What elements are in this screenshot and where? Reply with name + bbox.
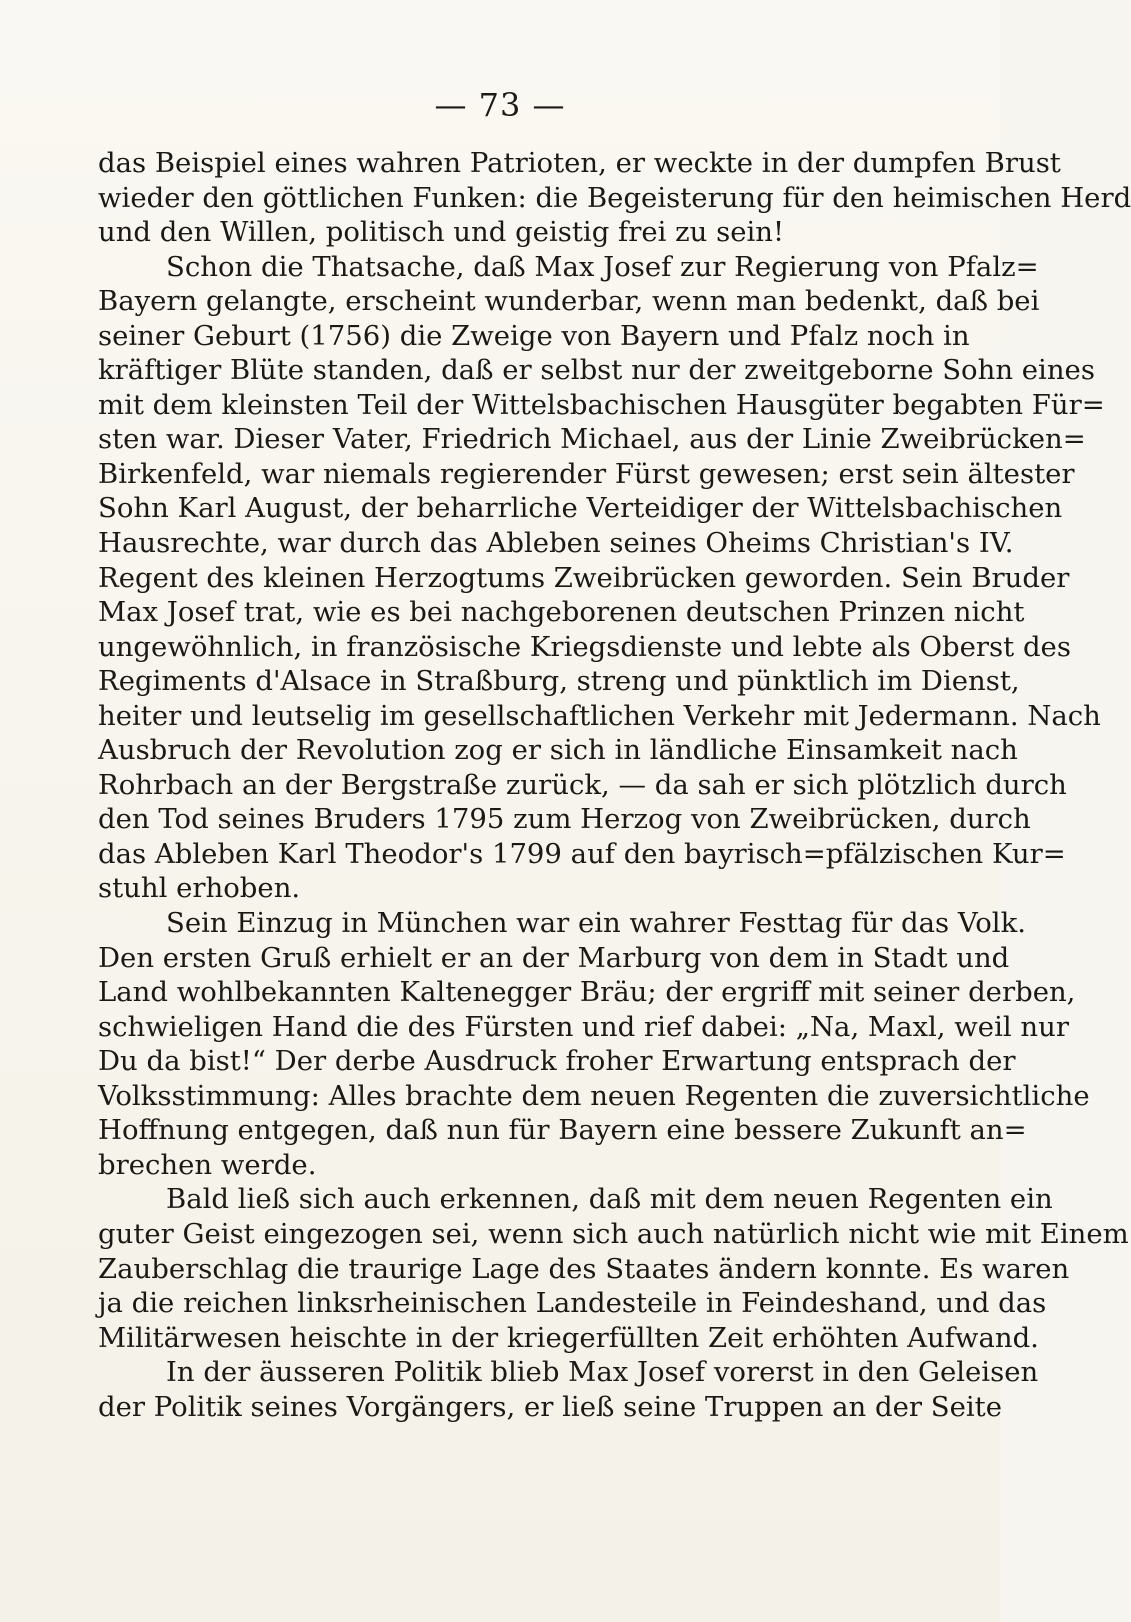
text-line: Hoffnung entgegen, daß nun für Bayern eine bessere Zukunft an= [98, 1114, 1027, 1147]
text-line: stuhl erhoben. [98, 872, 301, 905]
text-line: Ausbruch der Revolution zog er sich in ländliche Einsamkeit nach [98, 734, 1018, 767]
text-line: kräftiger Blüte standen, daß er selbst nur der zweitgeborne Sohn eines [98, 354, 1095, 387]
text-line: brechen werde. [98, 1148, 317, 1181]
text-line: sten war. Dieser Vater, Friedrich Michael, aus der Linie Zweibrücken= [98, 423, 1086, 456]
text-line: das Beispiel eines wahren Patrioten, er weckte in der dumpfen Brust [98, 147, 1061, 179]
text-line: und den Willen, politisch und geistig frei zu sein! [98, 216, 785, 249]
text-line: Zauberschlag die traurige Lage des Staates ändern konnte. Es waren [98, 1252, 1070, 1285]
text-line: guter Geist eingezogen sei, wenn sich auch natürlich nicht wie mit Einem [98, 1217, 1129, 1250]
text-line: schwieligen Hand die des Fürsten und rief dabei: „Na, Maxl, weil nur [98, 1010, 1069, 1043]
text-line: Regiments d'Alsace in Straßburg, streng und pünktlich im Dienst, [98, 665, 1020, 698]
text-line: heiter und leutselig im gesellschaftlichen Verkehr mit Jedermann. Nach [98, 699, 1101, 732]
text-line: das Ableben Karl Theodor's 1799 auf den bayrisch=pfälzischen Kur= [98, 837, 1066, 870]
text-line: Regent des kleinen Herzogtums Zweibrücken geworden. Sein Bruder [98, 561, 1070, 594]
text-line: Den ersten Gruß erhielt er an der Marburg von dem in Stadt und [98, 941, 1010, 974]
text-line: Bald ließ sich auch erkennen, daß mit dem neuen Regenten ein [166, 1183, 1053, 1216]
page-number: — 73 — [434, 86, 566, 124]
body-text [98, 146, 1131, 1424]
text-line: Schon die Thatsache, daß Max Josef zur Regierung von Pfalz= [166, 250, 1039, 283]
text-line: den Tod seines Bruders 1795 zum Herzog von Zweibrücken, durch [98, 803, 1031, 836]
text-line: Max Josef trat, wie es bei nachgeborenen deutschen Prinzen nicht [98, 596, 1025, 629]
text-line: Sohn Karl August, der beharrliche Verteidiger der Wittelsbachischen [98, 492, 1063, 525]
text-line: Volksstimmung: Alles brachte dem neuen Regenten die zuversichtliche [98, 1079, 1090, 1112]
text-line: ja die reichen linksrheinischen Landesteile in Feindeshand, und das [98, 1287, 1047, 1320]
text-line: Bayern gelangte, erscheint wunderbar, wenn man bedenkt, daß bei [98, 285, 1040, 318]
text-line: der Politik seines Vorgängers, er ließ seine Truppen an der Seite [98, 1390, 1002, 1423]
text-line: Militärwesen heischte in der kriegerfüllten Zeit erhöhten Aufwand. [98, 1321, 1039, 1354]
text-line: Birkenfeld, war niemals regierender Fürst gewesen; erst sein ältester [98, 457, 1075, 490]
text-line: Land wohlbekannten Kaltenegger Bräu; der ergriff mit seiner derben, [98, 976, 1076, 1009]
text-line: In der äusseren Politik blieb Max Josef vorerst in den Geleisen [166, 1356, 1039, 1389]
text-line: Du da bist!“ Der derbe Ausdruck froher Erwartung entsprach der [98, 1045, 1016, 1078]
text-line: Sein Einzug in München war ein wahrer Festtag für das Volk. [166, 907, 1026, 940]
text-line: Rohrbach an der Bergstraße zurück, — da sah er sich plötzlich durch [98, 768, 1067, 801]
text-line: mit dem kleinsten Teil der Wittelsbachischen Hausgüter begabten Für= [98, 388, 1105, 421]
text-line: ungewöhnlich, in französische Kriegsdienste und lebte als Oberst des [98, 630, 1071, 663]
text-line: seiner Geburt (1756) die Zweige von Bayern und Pfalz noch in [98, 319, 970, 352]
text-line: Hausrechte, war durch das Ableben seines Oheims Christian's IV. [98, 527, 1014, 560]
text-line: wieder den göttlichen Funken: die Begeisterung für den heimischen Herd [98, 181, 1131, 214]
